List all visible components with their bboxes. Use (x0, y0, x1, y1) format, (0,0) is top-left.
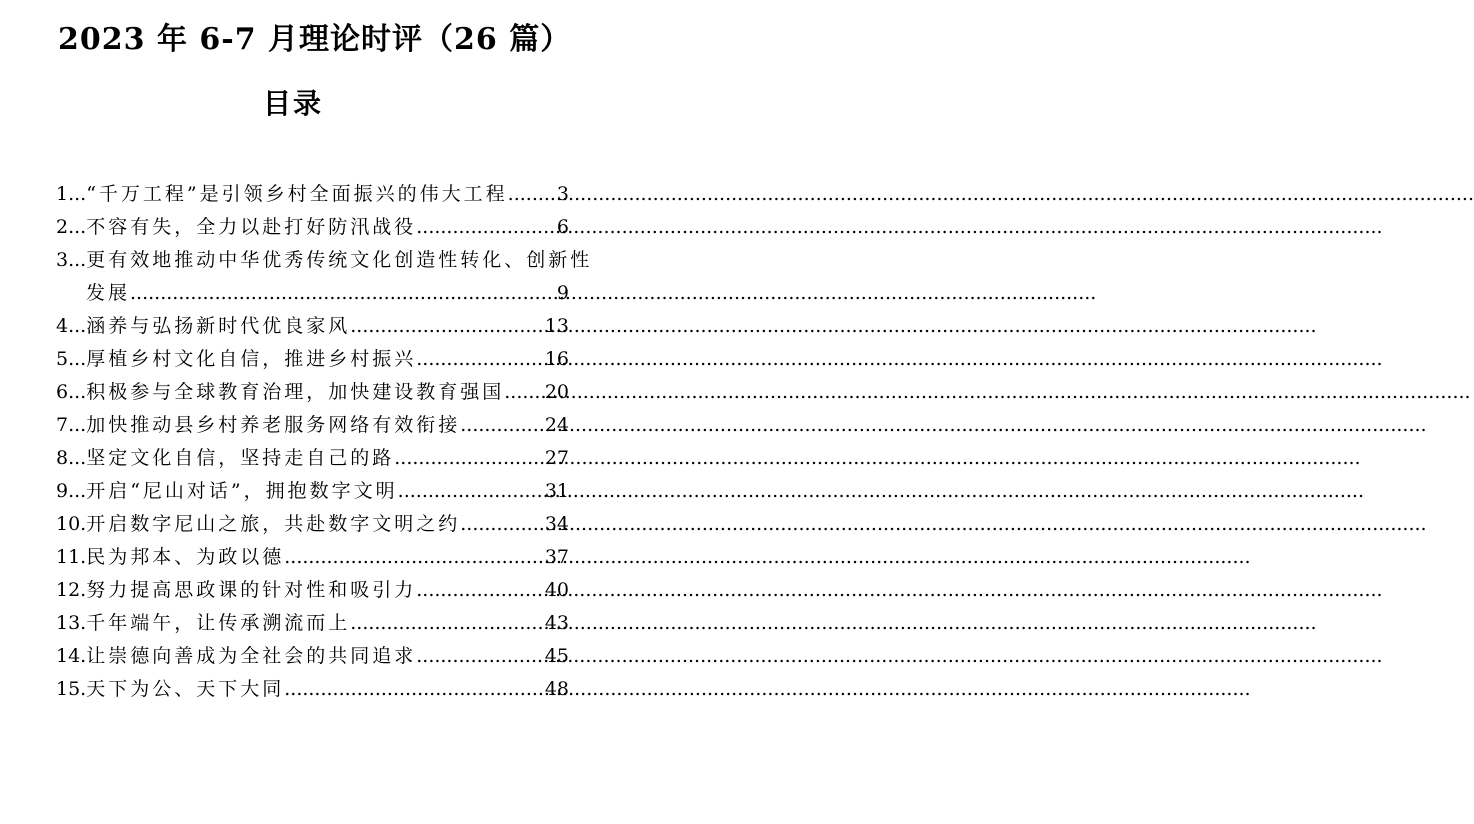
toc-leader (394, 442, 544, 475)
toc-entry[interactable] (56, 640, 569, 673)
toc-leader (130, 277, 556, 310)
toc-leader (504, 376, 544, 409)
toc-entry-title: 民为邦本、为政以德 (86, 546, 285, 568)
toc-entry-number: 8... (56, 447, 87, 469)
toc-entry-number: 14. (56, 645, 87, 667)
toc-entry-page: 24 (544, 414, 569, 436)
toc-entry[interactable] (56, 508, 569, 541)
toc-entry-title: 努力提高思政课的针对性和吸引力 (86, 579, 417, 601)
toc-entry-page: 34 (544, 513, 569, 535)
toc-entry-page: 20 (544, 381, 569, 403)
toc-entry-number: 10. (56, 513, 87, 535)
toc-entry-page: 27 (544, 447, 569, 469)
toc-entry-continuation[interactable] (56, 277, 569, 310)
toc-entry-page: 40 (544, 579, 569, 601)
toc-entry-title: 天下为公、天下大同 (86, 678, 285, 700)
toc-leader (416, 574, 544, 607)
toc-entry[interactable] (56, 409, 569, 442)
toc-entry-title: 让崇德向善成为全社会的共同追求 (86, 645, 417, 667)
toc-entry-number: 12. (56, 579, 87, 601)
toc-leader (508, 178, 556, 211)
toc-entry[interactable] (56, 376, 569, 409)
toc-entry-title: 涵养与弘扬新时代优良家风 (86, 315, 351, 337)
toc-leader (460, 409, 544, 442)
toc-entry[interactable] (56, 343, 569, 376)
toc-entry-title: 加快推动县乡村养老服务网络有效衔接 (86, 414, 461, 436)
toc-entry[interactable] (56, 673, 569, 706)
toc-leader (350, 310, 544, 343)
toc-entry-title: 不容有失，全力以赴打好防汛战役 (86, 216, 417, 238)
toc-entry-number: 7... (56, 414, 87, 436)
toc-entry-number: 6... (56, 381, 87, 403)
toc-entry[interactable] (56, 442, 569, 475)
toc-entry-page: 37 (544, 546, 569, 568)
toc-entry-number: 9... (56, 480, 87, 502)
toc-entry-title: 积极参与全球教育治理，加快建设教育强国 (86, 381, 505, 403)
toc-entry-page: 13 (544, 315, 569, 337)
toc-entry[interactable] (56, 244, 593, 277)
toc-entry-title: 更有效地推动中华优秀传统文化创造性转化、创新性 (86, 249, 593, 271)
toc-entry-page: 16 (544, 348, 569, 370)
toc-entry[interactable] (56, 574, 569, 607)
toc-entry-title: 开启“尼山对话”，拥抱数字文明 (86, 480, 398, 502)
toc-entry[interactable] (56, 607, 569, 640)
toc-entry-title: 厚植乡村文化自信，推进乡村振兴 (86, 348, 417, 370)
toc-entry-page: 6 (556, 216, 569, 238)
toc-leader (284, 673, 544, 706)
toc-entry-number: 1... (56, 183, 87, 205)
toc-entry-title-continued: 发展 (86, 282, 131, 304)
toc-entry-number: 2... (56, 216, 87, 238)
toc-entry-number: 3... (56, 249, 87, 271)
document-page (0, 0, 654, 824)
toc-entry-title: 开启数字尼山之旅，共赴数字文明之约 (86, 513, 461, 535)
toc-entry-page: 43 (544, 612, 569, 634)
toc-leader (284, 541, 544, 574)
toc-leader (416, 211, 556, 244)
toc-leader (350, 607, 544, 640)
toc-entry-page: 31 (544, 480, 569, 502)
toc-entry[interactable] (56, 211, 569, 244)
table-of-contents (56, 178, 593, 706)
toc-leader (398, 475, 544, 508)
toc-entry-page: 45 (544, 645, 569, 667)
toc-entry-title: 坚定文化自信，坚持走自己的路 (86, 447, 395, 469)
toc-entry[interactable] (56, 310, 569, 343)
toc-leader (460, 508, 544, 541)
toc-leader (416, 640, 544, 673)
toc-leader (416, 343, 544, 376)
toc-entry-title: “千万工程”是引领乡村全面振兴的伟大工程 (86, 183, 508, 205)
toc-entry-title: 千年端午，让传承溯流而上 (86, 612, 351, 634)
toc-entry-page: 48 (544, 678, 569, 700)
toc-entry-number: 11. (56, 546, 87, 568)
toc-entry-number: 15. (56, 678, 87, 700)
toc-entry-page: 3 (556, 183, 569, 205)
toc-entry[interactable] (56, 541, 569, 574)
toc-entry[interactable] (56, 475, 569, 508)
toc-entry-number: 4... (56, 315, 87, 337)
toc-entry-number: 13. (56, 612, 87, 634)
toc-entry[interactable] (56, 178, 569, 211)
toc-heading: 目录 (263, 87, 324, 120)
toc-entry-number: 5... (56, 348, 87, 370)
toc-entry-page: 9 (556, 282, 569, 304)
document-title: 2023 年 6-7 月理论时评（26 篇） (58, 22, 572, 57)
